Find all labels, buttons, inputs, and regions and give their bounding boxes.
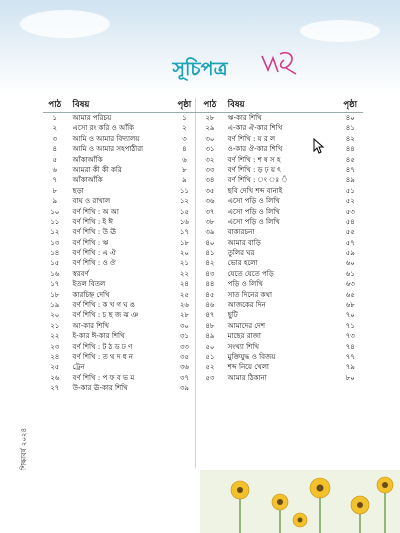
page-title: সূচিপত্র: [172, 58, 228, 80]
lesson-number: ২৬: [50, 373, 60, 382]
page-number: ৬১: [345, 269, 355, 278]
page-number: ৬০: [345, 259, 355, 268]
header-page: পৃষ্ঠা: [177, 100, 192, 110]
lesson-number: ১৯: [50, 301, 60, 310]
lesson-title: ভোর হলো: [227, 259, 258, 268]
table-row: [43, 217, 363, 227]
table-row: [43, 196, 363, 206]
lesson-number: ৪: [52, 145, 58, 154]
page-number: ৩৫: [179, 352, 189, 361]
lesson-number: ১০: [50, 207, 60, 216]
lesson-number: ১: [52, 114, 58, 122]
lesson-number: ৪২: [205, 259, 215, 268]
lesson-title: আ-কার শিখি: [72, 321, 109, 330]
side-note: শিক্ষাবর্ষ ২০২৪: [20, 427, 28, 470]
lesson-number: ২৮: [205, 114, 215, 122]
page-number: ৮: [182, 165, 187, 174]
contents-table: [43, 98, 363, 394]
page-number: ২৮: [179, 311, 189, 320]
lesson-title: আজকের দিন: [227, 301, 266, 310]
lesson-number: ৩২: [205, 155, 215, 164]
page-number: ২৬: [179, 301, 189, 310]
page-number: ১৭: [179, 228, 189, 237]
page-number: ৩০: [179, 321, 189, 330]
page-number: ১: [182, 114, 187, 122]
lesson-title: আঁকাআঁকি: [72, 155, 103, 164]
lesson-title: আমার পরিচয়: [72, 114, 112, 122]
table-row: [43, 342, 363, 352]
table-row: [43, 300, 363, 310]
page-number: ৭১: [345, 321, 355, 330]
page-number: ২৪: [179, 280, 189, 289]
page-number: ৪৭: [345, 165, 355, 174]
lesson-number: ৩৮: [205, 217, 215, 226]
header-page: পৃষ্ঠা: [343, 100, 358, 110]
table-row: [43, 155, 363, 165]
lesson-number: ৫০: [205, 342, 215, 351]
lesson-title: বর্ণ শিখি : ং ঃ ঁ: [227, 176, 288, 185]
lesson-title: আমরা কী কী করি: [72, 165, 122, 174]
lesson-title: বর্ণ শিখি : ই ঈ: [72, 217, 113, 226]
table-row: [43, 238, 363, 248]
page-number: ১২: [179, 197, 189, 206]
lesson-title: ছড়া: [72, 186, 84, 195]
lesson-title: উ-কার ঊ-কার শিখি: [72, 384, 128, 393]
lesson-number: ৩৪: [205, 176, 215, 185]
lesson-title: এ-কার ঐ-কার শিখি: [227, 124, 283, 133]
lesson-number: ২: [52, 124, 58, 133]
lesson-title: ঋ-কার শিখি: [227, 114, 262, 122]
lesson-number: ৪৪: [205, 280, 215, 289]
lesson-title: বর্ণ শিখি : য র ল: [227, 134, 276, 143]
header-topic: বিষয়: [72, 100, 90, 110]
table-row: [43, 227, 363, 237]
table-row: [43, 165, 363, 175]
lesson-number: ৩০: [205, 134, 215, 143]
lesson-number: ২২: [50, 332, 60, 341]
lesson-title: বর্ণ শিখি : ক খ গ ঘ ঙ: [72, 301, 135, 310]
page-number: ৫৪: [345, 217, 355, 226]
page-number: ৪২: [345, 134, 355, 143]
table-row: [43, 134, 363, 144]
page-number: ৭০: [345, 311, 355, 320]
lesson-title: আমার ঠিকানা: [227, 373, 267, 382]
lesson-title: যেতে যেতে পড়ি: [227, 269, 274, 278]
lesson-title: আমি ও আমার সহপাঠীরা: [72, 145, 144, 154]
page-number: ৪১: [345, 124, 355, 133]
cloud: [300, 20, 380, 42]
lesson-title: ও-কার ঔ-কার শিখি: [227, 145, 283, 154]
lesson-number: ৩৫: [205, 186, 215, 195]
lesson-number: ৩৬: [205, 197, 215, 206]
lesson-number: ৫: [52, 155, 58, 164]
lesson-number: ১৭: [50, 280, 60, 289]
page-number: ১১: [179, 186, 189, 195]
lesson-number: ১৬: [50, 269, 60, 278]
page-number: ৫৩: [345, 207, 355, 216]
table-row: [43, 269, 363, 279]
page-number: ৭৯: [345, 363, 355, 372]
lesson-number: ৪১: [205, 249, 215, 258]
page-number: ৯: [182, 176, 187, 185]
lesson-number: ২৯: [205, 124, 215, 133]
table-row: [43, 113, 363, 123]
lesson-title: বর্ণ শিখি : অ আ: [72, 207, 119, 216]
lesson-title: তুলির ঘর: [227, 249, 255, 258]
lesson-number: ৪৮: [205, 321, 215, 330]
table-row: [43, 321, 363, 331]
table-row: [43, 144, 363, 154]
lesson-number: ১৫: [50, 259, 60, 268]
lesson-title: এসো পড়ি ও লিখি: [227, 207, 280, 216]
page-number: ৫৫: [345, 228, 355, 237]
lesson-title: এসো পড়ি ও লিখি: [227, 217, 280, 226]
lesson-number: ২৪: [50, 352, 60, 361]
lesson-number: ৮: [52, 186, 58, 195]
lesson-title: ই-কার ঈ-কার শিখি: [72, 332, 125, 341]
lesson-number: ৪৬: [205, 301, 215, 310]
lesson-number: ২১: [50, 321, 60, 330]
page-number: ৮০: [345, 373, 355, 382]
lesson-number: ৩৭: [205, 207, 215, 216]
cloud: [20, 10, 110, 38]
lesson-title: আমাদের দেশ: [227, 321, 265, 330]
page-number: ৬: [182, 155, 187, 164]
lesson-title: সংখ্যা শিখি: [227, 342, 259, 351]
page-number: ৩৯: [179, 384, 189, 393]
lesson-title: বর্ণ শিখি : ও ঔ: [72, 259, 116, 268]
lesson-number: ৩৩: [205, 165, 215, 174]
lesson-title: এসো রং করি ও আঁকি: [72, 124, 135, 133]
lesson-number: ২৭: [50, 384, 60, 393]
lesson-number: ৪৭: [205, 311, 215, 320]
lesson-number: ৩৯: [205, 228, 215, 237]
page-number: ২: [182, 124, 187, 133]
page-number: ২১: [179, 259, 189, 268]
lesson-title: বর্ণ শিখি : প ফ ব ভ ম: [72, 373, 135, 382]
lesson-title: ইতল বিতল: [72, 280, 106, 289]
header-lesson: পাঠ: [48, 100, 62, 110]
page-number: ৩৬: [179, 363, 189, 372]
table-row: [43, 331, 363, 341]
lesson-title: সাত দিনের কথা: [227, 290, 272, 299]
lesson-title: মাছের রাজা: [227, 332, 261, 341]
lesson-number: ৬: [52, 165, 58, 174]
page-number: ৩৭: [179, 373, 189, 382]
lesson-number: ৪০: [205, 238, 215, 247]
page-number: ৫১: [345, 186, 355, 195]
table-row: [43, 186, 363, 196]
table-row: [43, 383, 363, 393]
lesson-title: শব্দ নিয়ে খেলা: [227, 363, 269, 372]
table-row: [43, 175, 363, 185]
header-lesson: পাঠ: [203, 100, 217, 110]
lesson-number: ৩১: [205, 145, 215, 154]
lesson-title: আমার বাড়ি: [227, 238, 261, 247]
table-row: [43, 290, 363, 300]
lesson-number: ৩: [52, 134, 58, 143]
page-number: ৪: [182, 145, 187, 154]
lesson-number: ১১: [50, 217, 60, 226]
lesson-number: ৭: [52, 176, 58, 185]
page-number: ২৫: [179, 290, 189, 299]
lesson-title: বর্ণ শিখি : এ ঐ: [72, 249, 116, 258]
page-number: ৪৯: [345, 176, 355, 185]
lesson-number: ১৪: [50, 249, 60, 258]
page-number: ৩১: [179, 332, 189, 341]
lesson-number: ২০: [50, 311, 60, 320]
page-number: ১৮: [179, 238, 189, 247]
page-number: ৩৩: [179, 342, 189, 351]
page-number: ৭৭: [345, 352, 355, 361]
page-number: ১৫: [179, 207, 189, 216]
lesson-title: বাক্যরচনা: [227, 228, 255, 237]
lesson-title: কারচিহ্ন দেখি: [72, 290, 110, 299]
lesson-number: ২৫: [50, 363, 60, 372]
table-row: [43, 310, 363, 320]
page-number: ২২: [179, 269, 189, 278]
page-number: ৬৮: [345, 301, 355, 310]
lesson-title: এসো পড়ি ও লিখি: [227, 197, 280, 206]
flower-meadow-illustration: [200, 430, 400, 533]
page-number: ৫২: [345, 197, 355, 206]
lesson-number: ১৮: [50, 290, 60, 299]
lesson-title: মুক্তিযুদ্ধ ও বিজয়: [227, 352, 276, 361]
table-header: [43, 98, 363, 113]
lesson-title: বাঘ ও রাখাল: [72, 197, 111, 206]
lesson-number: ৫২: [205, 363, 215, 372]
lesson-number: ৪৩: [205, 269, 215, 278]
lesson-number: ২৩: [50, 342, 60, 351]
page-number: ৪৫: [345, 155, 355, 164]
page-number: ৭৪: [345, 342, 355, 351]
page-number: ৪৪: [345, 145, 355, 154]
page-number: ৬৫: [345, 290, 355, 299]
table-row: [43, 248, 363, 258]
lesson-title: বর্ণ শিখি : ত থ দ ধ ন: [72, 352, 133, 361]
lesson-number: ৯: [52, 197, 58, 206]
lesson-title: স্বরবর্ণ: [72, 269, 89, 278]
page-number: ৩: [182, 134, 187, 143]
lesson-title: ছুটি: [227, 311, 238, 320]
lesson-title: বর্ণ শিখি : ট ঠ ড ঢ ণ: [72, 342, 133, 351]
table-row: [43, 352, 363, 362]
lesson-title: বর্ণ শিখি : চ ছ জ ঝ ঞ: [72, 311, 139, 320]
table-row: [43, 362, 363, 372]
page-number: ১৬: [179, 217, 189, 226]
header-topic: বিষয়: [227, 100, 245, 110]
table-row: [43, 258, 363, 268]
lesson-title: বর্ণ শিখি : ড় ঢ় য় ৎ: [227, 165, 281, 174]
lesson-number: ৫১: [205, 352, 215, 361]
lesson-title: বর্ণ শিখি : শ ষ স হ: [227, 155, 281, 164]
lesson-number: ৪৫: [205, 290, 215, 299]
table-row: [43, 373, 363, 383]
table-row: [43, 279, 363, 289]
lesson-title: আমি ও আমার বিদ্যালয়: [72, 134, 140, 143]
page-number: ৫৭: [345, 238, 355, 247]
lesson-number: ১২: [50, 228, 60, 237]
lesson-title: পড়ি ও লিখি: [227, 280, 263, 289]
page-number: ২০: [179, 249, 189, 258]
page-number: ৫৯: [345, 249, 355, 258]
table-row: [43, 207, 363, 217]
lesson-title: ট্রেন: [72, 363, 85, 372]
page-number: ৬৩: [345, 280, 355, 289]
page-number: ৭৩: [345, 332, 355, 341]
lesson-title: ছবি দেখি শব্দ বানাই: [227, 186, 283, 195]
lesson-title: বর্ণ শিখি : ঋ: [72, 238, 109, 247]
lesson-title: আঁকাআঁকি: [72, 176, 103, 185]
lesson-title: বর্ণ শিখি : উ ঊ: [72, 228, 117, 237]
lesson-number: ১৩: [50, 238, 60, 247]
lesson-number: ৪৯: [205, 332, 215, 341]
table-row: [43, 123, 363, 133]
scribble-doodle: [258, 48, 300, 80]
lesson-number: ৫৩: [205, 373, 215, 382]
page-number: ৪০: [345, 114, 355, 122]
